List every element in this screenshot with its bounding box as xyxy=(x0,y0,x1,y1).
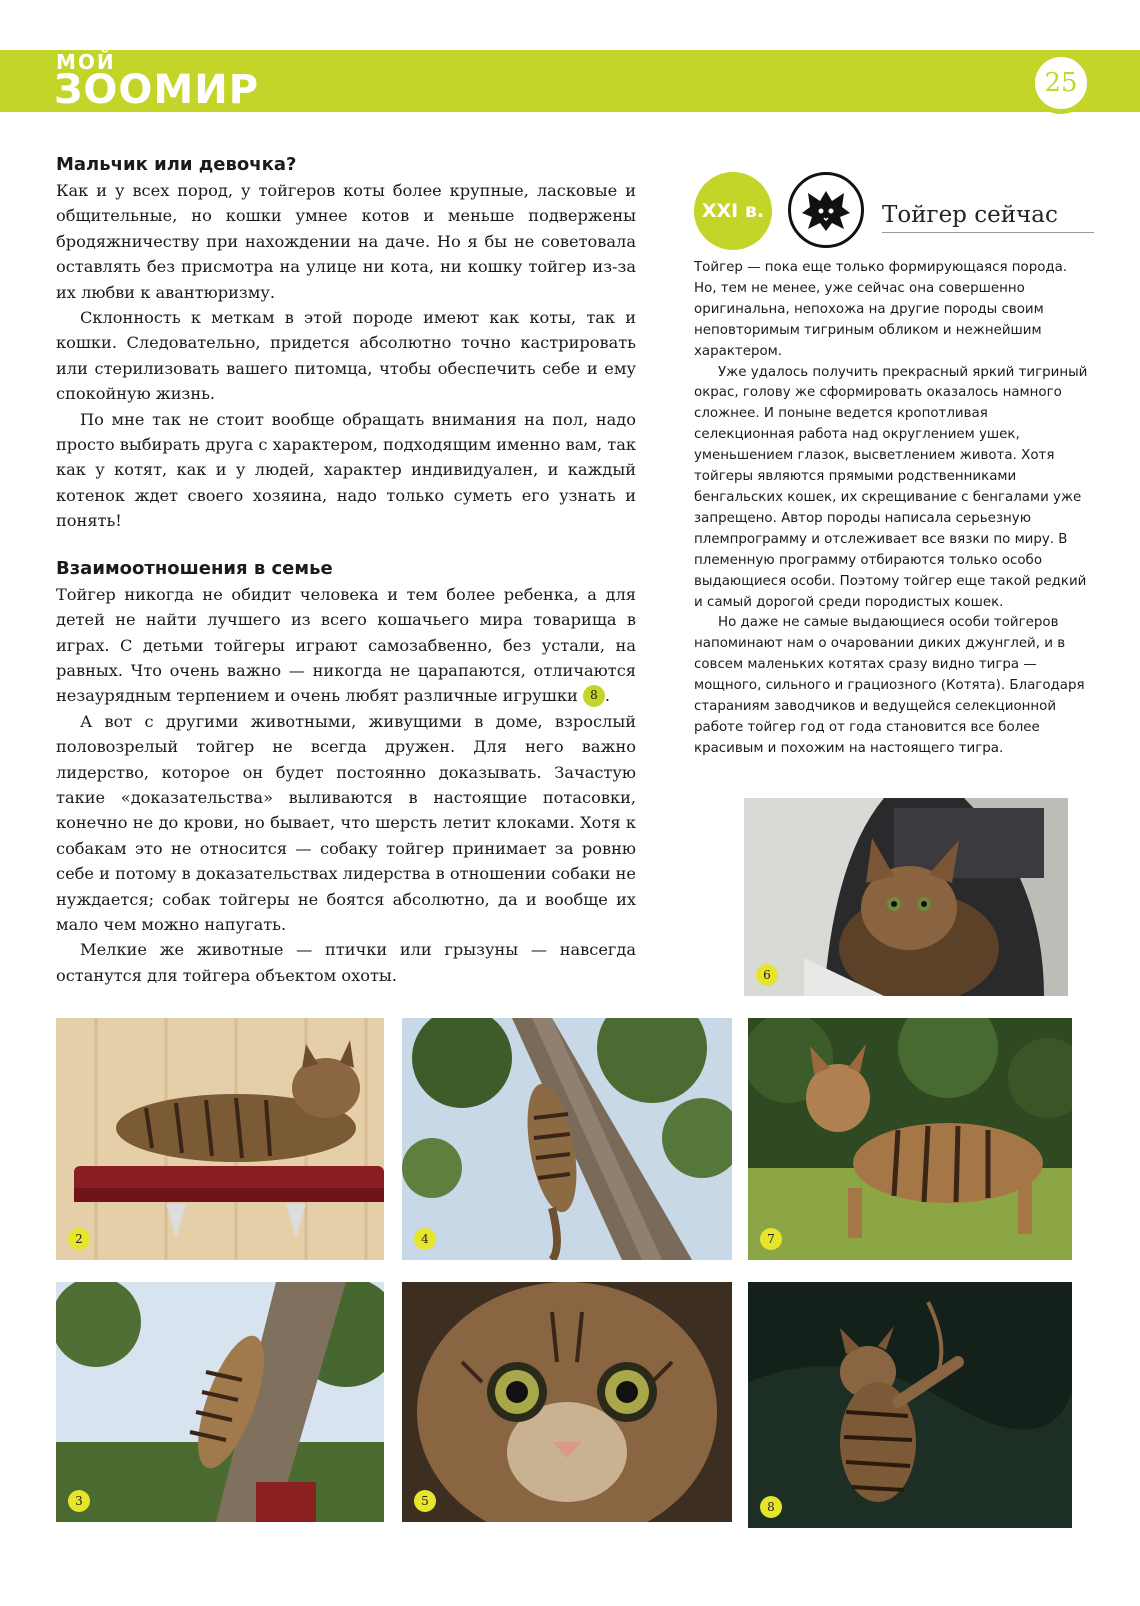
photo-cat-on-trunk xyxy=(56,1282,384,1522)
logo-big-text: ЗООМИР xyxy=(54,67,260,113)
section-heading-family: Взаимоотношения в семье xyxy=(56,557,333,579)
photo-reference-badge: 8 xyxy=(583,685,605,707)
photo-number-badge: 4 xyxy=(414,1228,436,1250)
paragraph: А вот с другими животными, живущими в доме, взрослый половозрелый тойгер не всегда дружен. Для него важно лидерство, которое он будет постоянно доказывать. Зачастую такие «доказательства» выливаются в настоящие потасовки, конечно не до крови, но бывает, что шерсть летит клоками. Хотя к собакам это не относится — собаку тойгер принимает за ровню себе и потому в доказательствах лидерства в отношении собаки не нуждается; собак тойгеры не боятся абсолютно, да и вообще их мало чем можно напугать. xyxy=(56,711,636,934)
photo-cat-on-shelf xyxy=(56,1018,384,1260)
paragraph: Мелкие же животные — птички или грызуны — навсегда останутся для тойгера объектом охоты. xyxy=(56,940,636,985)
cat-head-icon xyxy=(788,172,864,248)
page-number: 25 xyxy=(1030,52,1092,114)
left-column xyxy=(56,152,636,988)
sidebar-text xyxy=(694,258,1092,760)
photo-number-badge: 2 xyxy=(68,1228,90,1250)
paragraph-text: Тойгер никогда не обидит человека и тем более ребенка, а для детей не найти лучшего из всего кошачьего мира товарища в играх. С детьми тойгеры играют самозабвенно, без устали, на равных. Что очень важно — никогда не царапаются, отличаются незаурядным терпением и очень любят различные игрушки xyxy=(56,584,636,706)
sidebar-title: Тойгер сейчас xyxy=(882,202,1094,233)
paragraph-end: . xyxy=(604,686,611,706)
era-badge: XXI в. xyxy=(694,172,772,250)
paragraph: По мне так не стоит вообще обращать внимания на пол, надо просто выбирать друга с характером, подходящим именно вам, так как у котят, как и у людей, характер индивидуален, и каждый котенок ждет своего хозяина, надо только суметь его узнать и понять! xyxy=(56,409,636,531)
section-heading-gender: Мальчик или девочка? xyxy=(56,154,297,175)
paragraph: Склонность к меткам в этой породе имеют как коты, так и кошки. Следовательно, придется абсолютно точно кастрировать или стерилизовать вашего питомца, чтобы обеспечить себе и ему спокойную жизнь. xyxy=(56,308,636,404)
photo-number-badge: 8 xyxy=(760,1496,782,1518)
photo-number-badge: 7 xyxy=(760,1228,782,1250)
photo-number-badge: 5 xyxy=(414,1490,436,1512)
photo-number-badge: 6 xyxy=(756,964,778,986)
photo-kitten-playing xyxy=(748,1282,1072,1528)
paragraph: Как и у всех пород, у тойгеров коты более крупные, ласковые и общительные, но кошки умнее котов и меньше подвержены бродяжничеству при нахождении на даче. Но я бы не советовала оставлять без присмотра на улице ни кота, ни кошку тойгер из-за их любви к авантюризму. xyxy=(56,181,636,302)
photo-cat-on-grass xyxy=(748,1018,1072,1260)
photo-cat-climbing-tree xyxy=(402,1018,732,1260)
photo-kitten-face xyxy=(402,1282,732,1522)
paragraph: Тойгер — пока еще только формирующаяся порода. Но, тем не менее, уже сейчас она совершенно оригинальна, непохожа на другие породы своим неповторимым тигриным обликом и нежнейшим характером. xyxy=(694,260,1068,359)
photo-cat-in-carrier xyxy=(744,798,1068,996)
paragraph: Уже удалось получить прекрасный яркий тигриный окрас, голову же сформировать оказалось намного сложнее. И поныне ведется кропотливая селекционная работа над округлением ушек, уменьшением глазок, высветлением живота. Хотя тойгеры являются прямыми родственниками бенгальских кошек, их скрещивание с бенгалами уже запрещено. Автор породы написала серьезную племпрограмму и отслеживает все вязки по миру. В племенную программу отбираются только особо выдающиеся особи. Поэтому тойгер еще такой редкий и самый дорогой среди породистых кошек. xyxy=(694,364,1088,610)
logo-small-text: МОЙ xyxy=(56,50,116,74)
paragraph xyxy=(56,582,636,709)
photo-number-badge: 3 xyxy=(68,1490,90,1512)
paragraph: Но даже не самые выдающиеся особи тойгеров напоминают нам о очаровании диких джунглей, и в совсем маленьких котятах сразу видно тигра — мощного, сильного и грациозного (Котята). Благодаря стараниям заводчиков и ведущейся селекционной работе тойгер год от года становится все более красивым и похожим на настоящего тигра. xyxy=(694,615,1085,756)
